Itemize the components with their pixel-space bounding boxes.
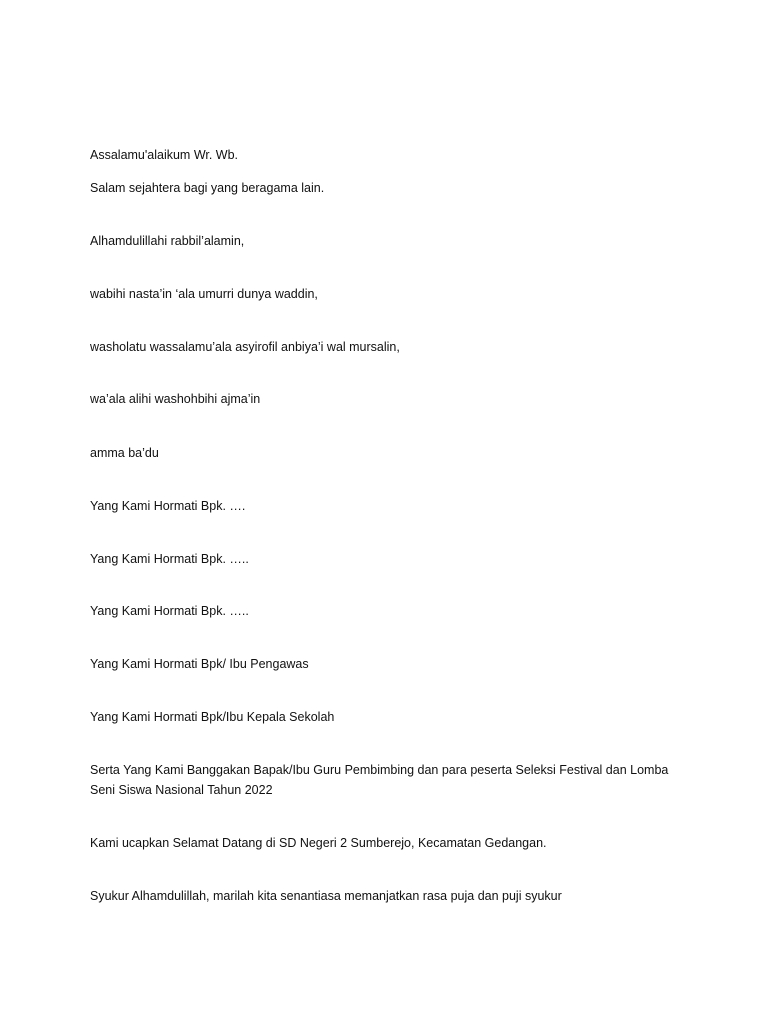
greeting-line: Assalamu'alaikum Wr. Wb.	[90, 148, 239, 162]
gratitude-line: Syukur Alhamdulillah, marilah kita senantiasa memanjatkan rasa puja dan puji syukur	[90, 889, 562, 903]
opening-prayer-line-2: wabihi nasta’in ‘ala umurri dunya waddin,	[90, 287, 318, 301]
honored-guest-line-2: Yang Kami Hormati Bpk. …..	[90, 552, 249, 566]
teachers-participants-paragraph: Serta Yang Kami Banggakan Bapak/Ibu Guru Pembimbing dan para peserta Seleksi Festival dan Lomba Seni Siswa Nasional Tahun 2022	[90, 763, 669, 797]
honored-guest-line-3: Yang Kami Hormati Bpk. …..	[90, 604, 249, 618]
opening-prayer-line-4: wa’ala alihi washohbihi ajma’in	[90, 392, 261, 406]
welcome-line: Kami ucapkan Selamat Datang di SD Negeri 2 Sumberejo, Kecamatan Gedangan.	[90, 836, 547, 850]
opening-prayer-line-5: amma ba’du	[90, 446, 159, 460]
greeting-others-line: Salam sejahtera bagi yang beragama lain.	[90, 181, 325, 195]
opening-prayer-line-3: washolatu wassalamu’ala asyirofil anbiya’i wal mursalin,	[90, 340, 400, 354]
opening-prayer-line-1: Alhamdulillahi rabbil’alamin,	[90, 234, 245, 248]
honored-principal-line: Yang Kami Hormati Bpk/Ibu Kepala Sekolah	[90, 710, 335, 724]
honored-supervisor-line: Yang Kami Hormati Bpk/ Ibu Pengawas	[90, 657, 309, 671]
honored-guest-line-1: Yang Kami Hormati Bpk. ….	[90, 499, 246, 513]
